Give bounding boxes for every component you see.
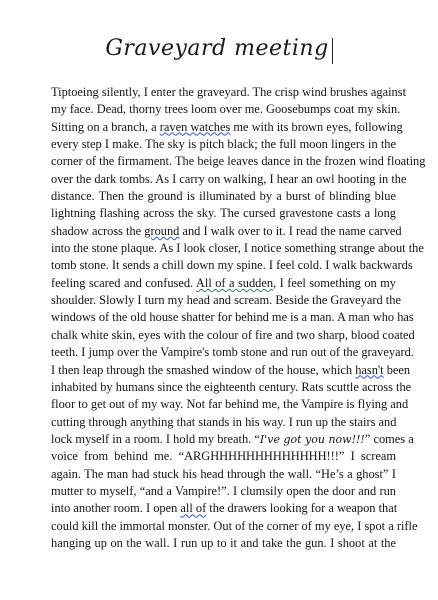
grammar-flag[interactable]: ground (144, 223, 180, 238)
text-run: shoulder. Slowly I turn my head and scream. Beside the Graveyard the (51, 293, 401, 308)
text-line (51, 153, 426, 170)
text-run: tomb stone. It sends a chill down my spine. I feel cold. I walk backwards (51, 258, 413, 273)
text-run: over the dark tombs. As I carry on walking, I hear an owl hooting in the (51, 171, 407, 186)
text-run: into another room. I open (51, 501, 181, 516)
text-run: mutter to myself, “and a Vampire!”. I clumsily open the door and run (51, 483, 396, 498)
text-run: every step I make. The sky is pitch black; the full moon lingers in the (51, 137, 396, 152)
text-line (51, 171, 407, 188)
text-run: shadow across the (51, 223, 145, 238)
text-run: corner of the firmament. The beige leaves dance in the frozen wind floating (51, 154, 426, 169)
text-line (51, 448, 396, 465)
text-cursor (332, 38, 333, 64)
text-line (51, 396, 409, 413)
text-run: , I feel something on my (273, 275, 396, 290)
text-run: into the stone plaque. As I look closer, I notice something strange about the (51, 241, 424, 256)
text-run: voice from behind me. “ARGHHHHHHHHHHHHH!!!” I scream (51, 449, 396, 464)
text-line (51, 119, 403, 136)
text-line (51, 292, 401, 309)
text-line (51, 414, 396, 431)
text-run: and I walk over to it. I read the name carved (179, 223, 402, 238)
text-line (51, 483, 396, 500)
story-body[interactable] (51, 84, 426, 552)
text-run: Sitting on a branch, a (51, 119, 160, 134)
text-line (51, 379, 412, 396)
text-run: chalk white skin, eyes with the colour of fire and two sharp, blood coated (51, 327, 415, 342)
text-run: windows of the old house shatter for behind me is a man. A man who has (51, 310, 414, 325)
text-run: Tiptoeing silently, I enter the graveyard. The crisp wind brushes against (51, 85, 407, 99)
text-run: ” comes a (364, 431, 414, 446)
text-line (51, 240, 424, 257)
grammar-flag[interactable]: hasn't (355, 362, 384, 377)
text-run: floor to get out of my way. Not far behind me, the Vampire is flying and (51, 397, 409, 412)
text-line (51, 309, 414, 326)
text-line (51, 431, 414, 448)
text-run: the drawers looking for a weapon that (206, 501, 398, 516)
text-line (51, 84, 407, 101)
text-line (51, 327, 415, 344)
text-line (51, 257, 413, 274)
text-run: my face. Dead, thorny trees loom over me. Goosebumps coat my skin. (51, 102, 401, 117)
text-run: been (383, 362, 411, 377)
text-run: again. The man had stuck his head through the wall. “He’s a ghost” I (51, 466, 396, 481)
text-run: cutting through anything that stands in his way. I run up the stairs and (51, 414, 397, 429)
text-run: me with its brown eyes, following (230, 119, 403, 134)
text-line (51, 535, 396, 552)
text-run: lock myself in a room. I hold my breath. “ (51, 431, 260, 446)
grammar-flag[interactable]: raven watches (159, 119, 231, 134)
script-font-text: I've got you now!!! (259, 432, 365, 446)
grammar-flag[interactable]: All of a sudden (195, 275, 274, 290)
text-run: I then leap through the smashed window of the house, which (51, 362, 356, 377)
text-line (51, 205, 396, 222)
text-line (51, 500, 396, 517)
text-line (51, 362, 411, 379)
grammar-flag[interactable]: all of (180, 501, 207, 516)
text-line (51, 223, 402, 240)
text-line (51, 518, 418, 535)
text-line (51, 466, 396, 483)
text-run: could kill the immortal monster. Out of the corner of my eye, I spot a rifle (51, 518, 418, 533)
text-run: teeth. I jump over the Vampire's tomb stone and run out of the graveyard. (51, 345, 414, 360)
text-line (51, 275, 396, 292)
text-run: hanging up on the wall. I run up to it and take the gun. I shoot at the (51, 535, 396, 550)
text-run: lightning flashing across the sky. The cursed gravestone casts a long (51, 206, 396, 221)
text-run: inhabited by humans since the eighteenth century. Rats scuttle across the (51, 379, 412, 394)
title-area (0, 34, 438, 74)
text-line (51, 344, 414, 361)
text-line (51, 136, 396, 153)
text-line (51, 188, 396, 205)
page-title: Graveyard meeting (105, 36, 329, 61)
text-run: feeling scared and confused. (51, 275, 196, 290)
text-run: distance. Then the ground is illuminated by a burst of blinding blue (51, 189, 396, 204)
text-line (51, 101, 401, 118)
